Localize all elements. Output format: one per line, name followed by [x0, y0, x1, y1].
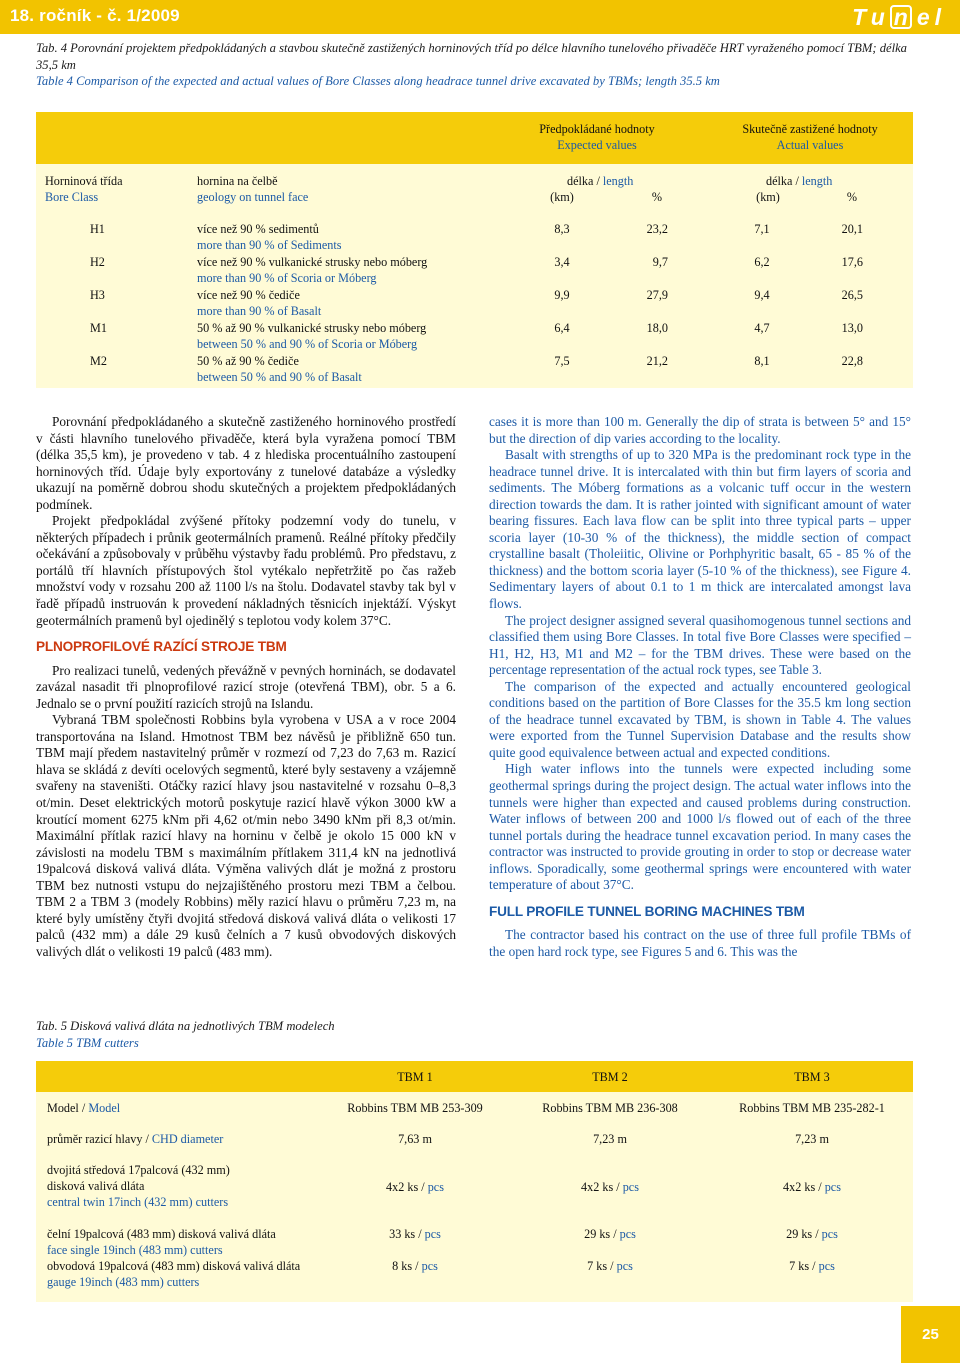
table-row-class: M1 [90, 321, 107, 335]
col-geology-cz: hornina na čelbě [197, 174, 278, 188]
length-expected-en: length [602, 174, 634, 188]
table4-caption-cz: Tab. 4 Porovnání projektem předpokládaných a stavbou skutečně zastižených horninových tříd po délce hlavního tunelového přivaděče HRT vyraženého pomocí TBM; délka 35,5 km [36, 41, 907, 72]
table5-caption-cz: Tab. 5 Disková valivá dláta na jednotlivých TBM modelech [36, 1019, 335, 1033]
tbm2-twin [540, 1179, 680, 1196]
tbm2-face-count: 29 ks / [584, 1227, 617, 1241]
tbm1-twin [345, 1179, 485, 1196]
paragraph: Vybraná TBM společnosti Robbins byla vyrobena v USA a v roce 2004 transportována na Island. Hmotnost TBM bez návěsů je přibližně 650 tun. TBM mají předem nastavitelný průměr v rozmezí od 7,23 do 7,63 m. Razicí hlava se skládá z devíti ocelových segmentů, které byly sestaveny a vzájemně svařeny na staveništi. Otáčky razicí hlavy jsou nastavitelné v rozsahu 0–8,3 ot/min. Deset elektrických motorů poskytuje razicí hlavě výkon 3000 kW a kroutící moment 6275 kNm při 4,62 ot/min nebo 3490 kNm při 8,3 ot/min. Maximální přítlak razicí hlavy na horninu v čelbě je okolo 15 000 kN v závislosti na modelu TBM s maximálním přítlakem 311,4 kN na jednotlivá 19palcová disková valivá dláta. Výměna valivých dlát je možná z prostoru TBM bez nutnosti vstupu do nejzajištěného prostoru mezi TBM a čelbou. TBM 2 a TBM 3 (modely Robbins) měly razicí hlavu o průměru 7,23 m, na které byly umístěny čtyři dvojitá středová disková valivá dláta o velikosti 17 palců (432 mm) a dále 29 kusů čelních a 7 kusů obvodových diskových valivých dlát o velikosti 19 palců (483 mm). [36, 712, 456, 959]
row-model-label [47, 1100, 120, 1117]
table-row-geology-en: between 50 % and 90 % of Basalt [197, 370, 362, 384]
tbm1-diameter: 7,63 m [398, 1132, 432, 1146]
tbm1-twin-count: 4x2 ks / [386, 1180, 425, 1194]
table-row-expected-pct: 27,9 [646, 288, 668, 302]
tbm2-model: Robbins TBM MB 236-308 [542, 1101, 678, 1115]
table-row-actual-km: 7,1 [754, 222, 770, 236]
unit-km-actual: (km) [756, 190, 780, 204]
table-row-expected-pct: 9,7 [652, 255, 668, 269]
table-row-expected-km: 7,5 [554, 354, 570, 368]
table-row-expected-km: 6,4 [554, 321, 570, 335]
unit-pct-expected: % [651, 190, 662, 204]
expected-header-cz: Předpokládané hodnoty [539, 122, 655, 136]
table-row-geology-en: more than 90 % of Sediments [197, 238, 342, 252]
paragraph: The project designer assigned several quasihomogenous tunnel sections and classified them using Bore Classes. In total five Bore Classes were specified – H1, H2, H3, M1 and M2 – for the TBM drives. These were based on the percentage representation of the actual rock types, see Table 3. [489, 612, 911, 678]
actual-header-en: Actual values [776, 138, 844, 152]
table5-caption-en: Table 5 TBM cutters [36, 1035, 139, 1050]
paragraph: Porovnání předpokládaného a skutečně zastiženého horninového prostředí v části hlavního tunelového přivaděče, která byla vyražena pomocí TBM (délka 35,5 km), je provedeno v tab. 4 z hlediska procentuálního zastoupení horninových tříd. Údaje byly exportovány z tunelové databáze a výsledky ukazují na poměrně dobrou shodu skutečných a projektem předpokládaných podmínek. [36, 414, 456, 512]
english-text-column [489, 414, 911, 961]
paragraph: High water inflows into the tunnels were expected including some geothermal springs during the project design. The actual water inflows into the tunnels were higher than expected and caused problems during construction. Water inflows of between 200 and 1000 l/s flowed out of each of the three tunnel portals during the headrace tunnel excavation period. In many cases the contractor was instructed to provide grouting in order to stop or decrease water inflows. Sporadically, some geothermal springs were encountered with water temperature of about 37°C. [489, 761, 911, 893]
page-number: 25 [901, 1306, 960, 1363]
table-row-actual-km: 8,1 [754, 354, 770, 368]
tbm2-gauge-count: 7 ks / [587, 1259, 614, 1273]
table4-caption [36, 40, 926, 90]
section-heading-en: FULL PROFILE TUNNEL BORING MACHINES TBM [489, 903, 805, 919]
tbm2-face [540, 1226, 680, 1243]
logo-part-3: el [916, 4, 946, 30]
tbm3-gauge-count: 7 ks / [789, 1259, 816, 1273]
row-face-label-cz: čelní 19palcová (483 mm) disková valivá dláta [47, 1227, 276, 1241]
row-twin-label-cz2: disková valivá dláta [47, 1179, 145, 1193]
logo-part-1: Tu [852, 4, 890, 30]
tbm3-diameter: 7,23 m [795, 1132, 829, 1146]
tbm1-gauge-count: 8 ks / [392, 1259, 419, 1273]
model-label-cz: Model / [47, 1101, 86, 1115]
table-row-geology-cz: 50 % až 90 % čediče [197, 354, 299, 368]
table5-caption [36, 1018, 536, 1051]
model-label-en: Model [88, 1101, 121, 1115]
pcs-unit: pcs [824, 1180, 841, 1194]
tbm2-diameter: 7,23 m [593, 1132, 627, 1146]
table-row-geology-cz: více než 90 % sedimentů [197, 222, 319, 236]
paragraph: Basalt with strengths of up to 320 MPa is the predominant rock type in the headrace tunnel drive. It is intercalated with thin but firm layers of scoria and sediments. The Móberg formations as a volcanic tuff occur in the western direction towards the dam. It is rather jointed with significant amount of water bearing fissures. Each lava flow can be split into three typical parts – upper scoria layer (10-30 % of the thickness), the middle section of compact crystalline basalt (Tholeiitic, Olivine or Porhphyritic basalt, 65 - 85 % of the thickness) and the bottom scoria layer (5-10 % of the thickness), see Figure 4. Sedimentary layers of about 0.1 to 1 m thick are intercalated amongst lava flows. [489, 447, 911, 612]
length-actual-en: length [801, 174, 833, 188]
actual-header-cz: Skutečně zastižené hodnoty [742, 122, 878, 136]
table-row-expected-km: 9,9 [554, 288, 570, 302]
tbm3-twin-count: 4x2 ks / [783, 1180, 822, 1194]
pcs-unit: pcs [427, 1180, 444, 1194]
table-row-expected-pct: 18,0 [646, 321, 668, 335]
table-row-class: H3 [90, 288, 105, 302]
tbm3-model: Robbins TBM MB 235-282-1 [739, 1101, 885, 1115]
table-row-actual-pct: 13,0 [841, 321, 863, 335]
table-row-geology-en: between 50 % and 90 % of Scoria or Móberg [197, 337, 418, 351]
pcs-unit: pcs [421, 1259, 438, 1273]
row-gauge-label-cz: obvodová 19palcová (483 mm) disková valivá dláta [47, 1259, 301, 1273]
table-row-expected-km: 8,3 [554, 222, 570, 236]
tbm1-header: TBM 1 [397, 1070, 433, 1084]
pcs-unit: pcs [619, 1227, 636, 1241]
table-row-actual-km: 6,2 [754, 255, 770, 269]
col-geology-en: geology on tunnel face [197, 190, 309, 204]
diameter-label-cz: průměr razicí hlavy / [47, 1132, 149, 1146]
tbm3-twin [742, 1179, 882, 1196]
tbm2-gauge [540, 1258, 680, 1275]
tunel-logo [852, 4, 946, 31]
table-row-class: H2 [90, 255, 105, 269]
table-row-geology-cz: více než 90 % vulkanické strusky nebo móberg [197, 255, 428, 269]
length-actual-cz: délka / [766, 174, 799, 188]
row-twin-label-en: central twin 17inch (432 mm) cutters [47, 1195, 229, 1209]
tbm1-model: Robbins TBM MB 253-309 [347, 1101, 483, 1115]
czech-text-column [36, 414, 456, 961]
col-class-en: Bore Class [45, 190, 99, 204]
tbm3-header: TBM 3 [794, 1070, 830, 1084]
header-bar [0, 0, 960, 34]
table-row-actual-pct: 17,6 [841, 255, 863, 269]
section-heading-cz: PLNOPROFILOVÉ RAZÍCÍ STROJE TBM [36, 639, 287, 655]
table-row-geology-en: more than 90 % of Scoria or Móberg [197, 271, 377, 285]
table-row-expected-pct: 23,2 [646, 222, 668, 236]
tbm1-face [345, 1226, 485, 1243]
table-row-expected-pct: 21,2 [646, 354, 668, 368]
table-row-actual-km: 4,7 [754, 321, 770, 335]
row-gauge-label-en: gauge 19inch (483 mm) cutters [47, 1275, 200, 1289]
row-twin-label-cz1: dvojitá středová 17palcová (432 mm) [47, 1163, 230, 1177]
unit-km-expected: (km) [550, 190, 574, 204]
tbm3-gauge [742, 1258, 882, 1275]
row-diameter-label [47, 1131, 223, 1148]
logo-part-2: n [890, 5, 912, 29]
col-length-expected [567, 173, 633, 190]
expected-header-en: Expected values [557, 138, 637, 152]
pcs-unit: pcs [818, 1259, 835, 1273]
table-row-actual-km: 9,4 [754, 288, 770, 302]
pcs-unit: pcs [622, 1180, 639, 1194]
row-face-label-en: face single 19inch (483 mm) cutters [47, 1243, 223, 1257]
table-row-geology-cz: 50 % až 90 % vulkanické strusky nebo móberg [197, 321, 427, 335]
tbm2-twin-count: 4x2 ks / [581, 1180, 620, 1194]
pcs-unit: pcs [616, 1259, 633, 1273]
table-row-geology-cz: více než 90 % čediče [197, 288, 300, 302]
paragraph: The comparison of the expected and actually encountered geological conditions based on the partition of Bore Classes for the 35.5 km long section of the headrace tunnel excavated by TBM, is shown in Table 4. The values were exported from the Tunnel Supervision Database and the results show quite good equivalence between actual and expected conditions. [489, 678, 911, 760]
paragraph: cases it is more than 100 m. Generally the dip of strata is between 5° and 15° but the direction of dip varies according to the locality. [489, 414, 911, 446]
table-row-expected-km: 3,4 [554, 255, 570, 269]
col-length-actual [766, 173, 832, 190]
table-row-actual-pct: 20,1 [841, 222, 863, 236]
unit-pct-actual: % [846, 190, 857, 204]
pcs-unit: pcs [424, 1227, 441, 1241]
tbm2-header: TBM 2 [592, 1070, 628, 1084]
tbm1-gauge [345, 1258, 485, 1275]
pcs-unit: pcs [821, 1227, 838, 1241]
paragraph: Pro realizaci tunelů, vedených převážně v pevných horninách, se dodavatel zavázal nasadit tři plnoprofilové razicí stroje (otevřená TBM), obr. 5 a 6. Jednalo se o první použití razicích strojů na Islandu. [36, 662, 456, 711]
diameter-label-en: CHD diameter [151, 1132, 224, 1146]
table-row-geology-en: more than 90 % of Basalt [197, 304, 322, 318]
tbm3-face-count: 29 ks / [786, 1227, 819, 1241]
tbm3-face [742, 1226, 882, 1243]
col-class-cz: Horninová třída [45, 174, 123, 188]
issue-label: 18. ročník - č. 1/2009 [10, 6, 180, 25]
table4-caption-en: Table 4 Comparison of the expected and actual values of Bore Classes along headrace tunnel drive excavated by TBMs; length 35.5 km [36, 74, 720, 88]
table-row-class: M2 [90, 354, 107, 368]
paragraph: The contractor based his contract on the use of three full profile TBMs of the open hard rock type, see Figures 5 and 6. This was the [489, 927, 911, 959]
table-row-actual-pct: 26,5 [841, 288, 863, 302]
table-row-actual-pct: 22,8 [841, 354, 863, 368]
table-row-class: H1 [90, 222, 105, 236]
length-expected-cz: délka / [567, 174, 600, 188]
paragraph: Projekt předpokládal zvýšené přítoky podzemní vody do tunelu, v některých případech i průnik geotermálních pramenů. Reálné přítoky předčily očekávání a způsobovaly v průběhu výstavby řadu problémů. Pro představu, z portálů tří hlavních přístupových štol vytékalo nepřetržitě po čas ražeb množství vody v rozsahu 200 až 1100 l/s na štolu. Dodavatel stavby tak byl v řadě případů instruován k provedení nákladných těsnicích injektáží. Výskyt geotermálních pramenů byl ojedinělý s teplotou vody kolem 37°C. [36, 513, 456, 628]
tbm1-face-count: 33 ks / [389, 1227, 422, 1241]
